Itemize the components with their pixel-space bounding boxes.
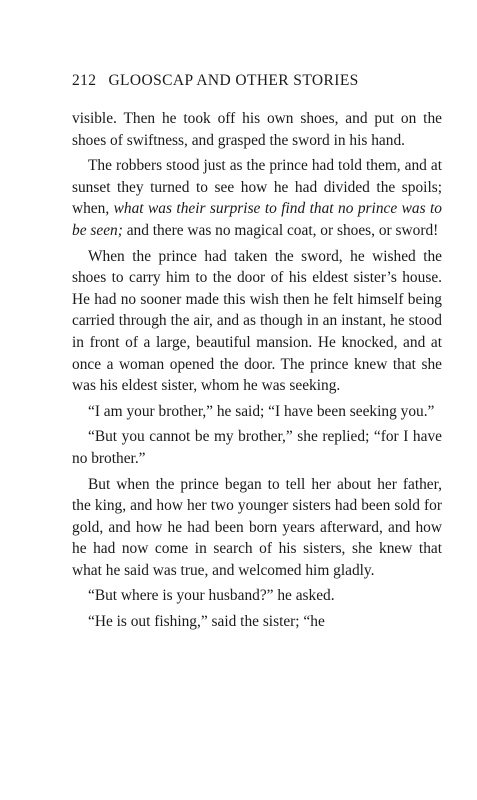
paragraph-6: But when the prince began to tell her about her father, the king, and how her two younger sisters had been sold for gold, and how he had been born years afterward, and how he had now come in search of his sisters, she knew that what he said was true, and welcomed him gladly. <box>72 475 442 579</box>
running-title: GLOOSCAP AND OTHER STORIES <box>108 72 359 89</box>
page-number: 212 <box>72 72 97 89</box>
book-page <box>72 70 442 633</box>
paragraph-7: “But where is your husband?” he asked. <box>88 587 335 605</box>
paragraph-4: “I am your brother,” he said; “I have been seeking you.” <box>88 402 435 420</box>
paragraph-8: “He is out fishing,” said the sister; “he <box>88 613 325 631</box>
paragraph-3: When the prince had taken the sword, he wished the shoes to carry him to the door of his eldest sister’s house. He had no sooner made this wish then he felt himself being carried through the air, and as though in an instant, he stood in front of a large, beautiful mansion. He knocked, and at once a woman opened the door. The prince knew that she was his eldest sister, whom he was seeking. <box>72 247 442 395</box>
paragraph-1: visible. Then he took off his own shoes, and put on the shoes of swiftness, and grasped the sword in his hand. <box>72 110 442 149</box>
paragraph-2-italic: what was their surprise to find that no prince was to be seen; <box>72 200 442 239</box>
paragraph-2 <box>72 155 442 241</box>
paragraph-2-start: The robbers stood just as the prince had told them, and at sunset they turned to see how he had divided the spoils; when, <box>72 157 442 218</box>
running-header <box>72 70 442 92</box>
paragraph-5: “But you cannot be my brother,” she replied; “for I have no brother.” <box>72 428 442 467</box>
paragraph-2-end: and there was no magical coat, or shoes, or sword! <box>122 221 439 239</box>
